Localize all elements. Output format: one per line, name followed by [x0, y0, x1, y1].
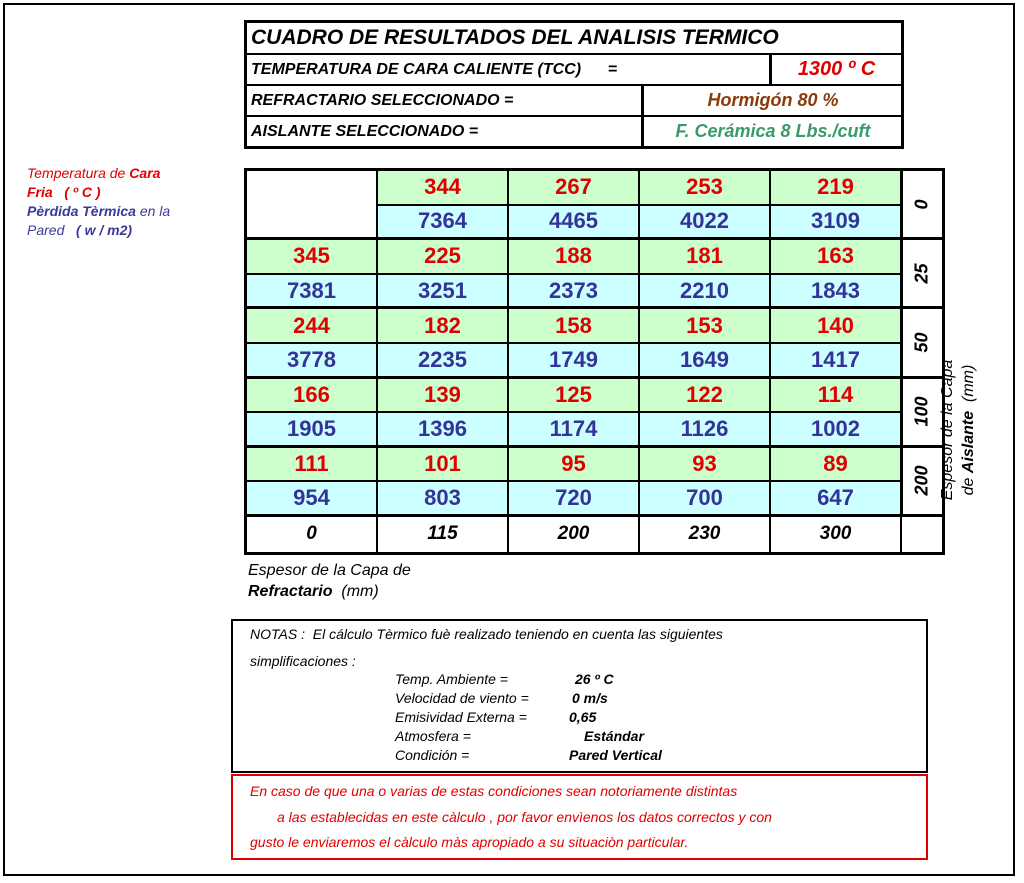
temp-cell: 163	[771, 240, 902, 275]
loss-cell: 1002	[771, 413, 902, 448]
aislante-row	[247, 117, 901, 146]
loss-cell: 3778	[247, 344, 378, 379]
legend-temp-bold2: Fria	[27, 184, 53, 200]
note-label: Condición =	[395, 747, 470, 763]
temp-cell: 89	[771, 448, 902, 483]
legend-temp-unit: ( º C )	[64, 184, 101, 200]
loss-cell: 1905	[247, 413, 378, 448]
loss-cell: 1126	[640, 413, 771, 448]
note-label: Temp. Ambiente =	[395, 671, 508, 687]
temp-cell: 166	[247, 379, 378, 414]
aislante-value: F. Cerámica 8 Lbs./cuft	[641, 115, 902, 146]
notes-line2: simplificaciones :	[250, 653, 356, 669]
aislante-axis-caption	[937, 345, 979, 515]
loss-cell: 2210	[640, 275, 771, 310]
loss-cell: 2235	[378, 344, 509, 379]
aislante-caption-line1: Espesor de la Capa	[939, 359, 956, 501]
temp-cell: 219	[771, 171, 902, 206]
aislante-caption-unit: (mm)	[960, 364, 977, 411]
aislante-caption-prefix: de	[960, 473, 977, 496]
temp-cell: 158	[509, 309, 640, 344]
note-value: Pared Vertical	[569, 747, 662, 763]
temp-cell: 182	[378, 309, 509, 344]
loss-cell: 3251	[378, 275, 509, 310]
refractario-axis-caption	[248, 560, 411, 602]
tcc-row	[247, 55, 901, 86]
temp-cell: 181	[640, 240, 771, 275]
loss-cell: 4022	[640, 206, 771, 241]
legend-temp-bold1: Cara	[129, 165, 161, 181]
note-label: Atmosfera =	[395, 728, 471, 744]
results-table	[244, 168, 945, 555]
tcc-label: TEMPERATURA DE CARA CALIENTE (TCC) =	[251, 61, 618, 78]
note-label: Emisividad Externa =	[395, 709, 527, 725]
refractario-value: Hormigón 80 %	[641, 84, 902, 115]
tcc-value: 1300 º C	[769, 55, 901, 84]
refractario-label: REFRACTARIO SELECCIONADO =	[251, 92, 514, 109]
temp-cell: 225	[378, 240, 509, 275]
loss-cell: 2373	[509, 275, 640, 310]
loss-cell: 4465	[509, 206, 640, 241]
temp-cell: 93	[640, 448, 771, 483]
aislante-thickness-label: 100	[902, 379, 942, 448]
loss-cell: 954	[247, 482, 378, 517]
table-cell-empty	[902, 517, 942, 552]
refractario-thickness-label: 0	[247, 517, 378, 552]
refractario-caption-line1: Espesor de la Capa de	[248, 562, 411, 579]
loss-cell: 700	[640, 482, 771, 517]
note-value: 0 m/s	[572, 690, 608, 706]
notes-line1: NOTAS : El cálculo Tèrmico fuè realizado teniendo en cuenta las siguientes	[250, 626, 723, 642]
temp-cell: 111	[247, 448, 378, 483]
temp-cell: 267	[509, 171, 640, 206]
loss-cell: 1396	[378, 413, 509, 448]
temp-cell: 114	[771, 379, 902, 414]
aislante-label: AISLANTE SELECCIONADO =	[251, 123, 479, 140]
loss-cell: 803	[378, 482, 509, 517]
aislante-thickness-label: 0	[902, 171, 942, 240]
loss-cell: 647	[771, 482, 902, 517]
legend-loss-bold: Pèrdida Tèrmica	[27, 203, 136, 219]
temp-cell: 125	[509, 379, 640, 414]
temp-cell: 122	[640, 379, 771, 414]
temp-cell: 139	[378, 379, 509, 414]
legend-loss-line2: Pared	[27, 222, 69, 238]
refractario-row	[247, 86, 901, 117]
temp-cell: 244	[247, 309, 378, 344]
warning-line3: gusto le enviaremos el càlculo màs apropiado a su situaciòn particular.	[250, 834, 689, 850]
temp-cell: 253	[640, 171, 771, 206]
refractario-thickness-label: 115	[378, 517, 509, 552]
legend-temp-prefix: Temperatura de	[27, 165, 130, 181]
note-label: Velocidad de viento =	[395, 690, 529, 706]
note-value: 0,65	[569, 709, 597, 725]
temp-cell: 188	[509, 240, 640, 275]
loss-cell: 7364	[378, 206, 509, 241]
aislante-caption-bold: Aislante	[960, 410, 977, 474]
warning-line1: En caso de que una o varias de estas condiciones sean notoriamente distintas	[250, 783, 738, 799]
loss-cell: 1417	[771, 344, 902, 379]
warning-line2: a las establecidas en este càlculo , por favor envìenos los datos correctos y con	[277, 809, 772, 825]
refractario-caption-unit: (mm)	[332, 583, 379, 600]
temp-cell: 140	[771, 309, 902, 344]
temp-cell: 345	[247, 240, 378, 275]
table-cell-blank	[247, 171, 378, 240]
loss-cell: 720	[509, 482, 640, 517]
results-header	[244, 20, 904, 149]
aislante-thickness-label: 200	[902, 448, 942, 517]
loss-cell: 7381	[247, 275, 378, 310]
legend-loss-unit: ( w / m2)	[76, 222, 133, 238]
refractario-thickness-label: 230	[640, 517, 771, 552]
note-value: 26 º C	[575, 671, 614, 687]
temp-cell: 101	[378, 448, 509, 483]
loss-cell: 1174	[509, 413, 640, 448]
temp-cell: 344	[378, 171, 509, 206]
note-value: Estándar	[584, 728, 644, 744]
refractario-thickness-label: 200	[509, 517, 640, 552]
loss-cell: 3109	[771, 206, 902, 241]
legend-temperature	[27, 164, 227, 202]
legend-loss	[27, 202, 227, 240]
temp-cell: 95	[509, 448, 640, 483]
legend-loss-suffix: en la	[135, 203, 171, 219]
notes-box	[231, 619, 928, 773]
legend	[27, 164, 227, 240]
page-title: CUADRO DE RESULTADOS DEL ANALISIS TERMICO	[247, 23, 901, 55]
temp-cell: 153	[640, 309, 771, 344]
refractario-caption-bold: Refractario	[248, 583, 333, 600]
aislante-thickness-label: 25	[902, 240, 942, 309]
aislante-thickness-label: 50	[902, 309, 942, 378]
loss-cell: 1749	[509, 344, 640, 379]
refractario-thickness-label: 300	[771, 517, 902, 552]
loss-cell: 1843	[771, 275, 902, 310]
loss-cell: 1649	[640, 344, 771, 379]
warning-box	[231, 774, 928, 860]
